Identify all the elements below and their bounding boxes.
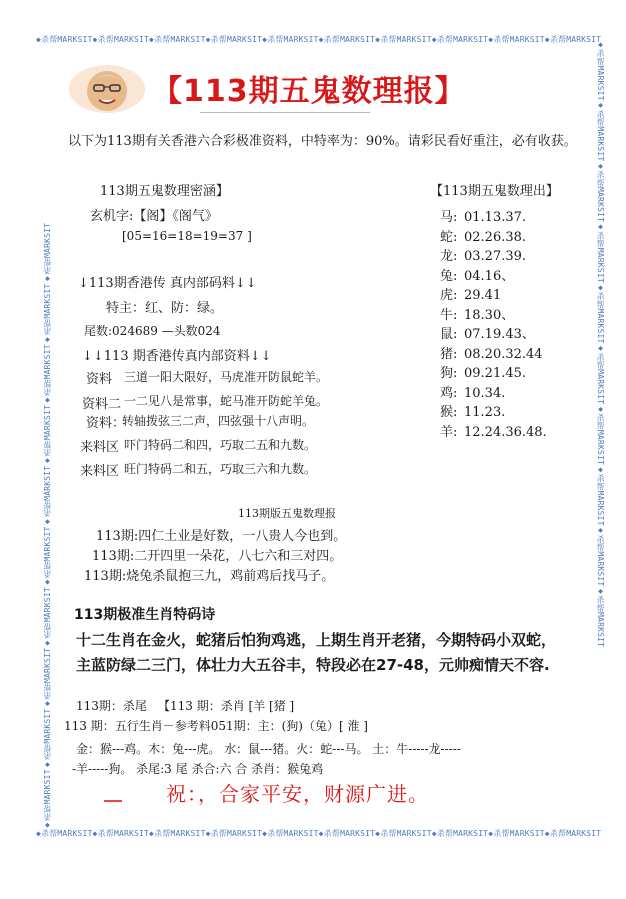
watermark-left: ◆杀帮MARKSIT◆杀帮MARKSIT◆杀帮MARKSIT◆杀帮MARKSIT◆杀帮MARKSIT◆杀帮MARKSIT◆杀帮MARKSIT◆杀帮MARKSIT◆杀帮MARKSIT◆杀帮MARKSIT xyxy=(43,222,52,830)
zodiac-numbers: 02.26.38. xyxy=(464,229,527,245)
right-section-title: 【113期五鬼数理出】 xyxy=(430,184,559,199)
bottom-line-1a: 113期：杀尾 xyxy=(76,699,147,713)
watermark-top: ◆杀帮MARKSIT◆杀帮MARKSIT◆杀帮MARKSIT◆杀帮MARKSIT◆杀帮MARKSIT◆杀帮MARKSIT◆杀帮MARKSIT◆杀帮MARKSIT◆杀帮MARKSIT◆杀帮MARKSIT xyxy=(36,35,602,44)
zodiac-name: 马: xyxy=(440,210,458,225)
watermark-bottom: ◆杀帮MARKSIT◆杀帮MARKSIT◆杀帮MARKSIT◆杀帮MARKSIT◆杀帮MARKSIT◆杀帮MARKSIT◆杀帮MARKSIT◆杀帮MARKSIT◆杀帮MARKSIT◆杀帮MARKSIT xyxy=(36,829,602,838)
zodiac-numbers: 01.13.37. xyxy=(464,210,527,225)
middle-subtitle: 113期版五鬼数理报 xyxy=(238,507,336,520)
ziliao-1-text: 三道一阳大限好，马虎准开防鼠蛇羊。 xyxy=(124,370,329,384)
zodiac-row xyxy=(440,284,501,303)
bottom-line-2: 113 期：五行生肖－参考料051期：主：(狗)（兔）[ 淮 ] xyxy=(64,719,368,733)
poem-text xyxy=(76,628,556,678)
zodiac-row xyxy=(440,401,505,420)
ziliao-3-label: 资料： xyxy=(86,416,126,431)
laoliao-2-text: 旺门特码二和五，巧取三六和九数。 xyxy=(124,462,317,476)
zodiac-name: 兔: xyxy=(440,268,458,284)
zodiac-row xyxy=(440,245,526,264)
zodiac-row xyxy=(440,343,543,362)
laoliao-1-label: 来料区 xyxy=(80,440,120,455)
zodiac-row xyxy=(440,323,535,342)
zodiac-row xyxy=(440,206,526,225)
ziliao-2-label: 资料二 xyxy=(82,397,122,412)
zodiac-row xyxy=(440,362,526,381)
ziliao-1-label: 资料 xyxy=(86,372,113,387)
zodiac-row xyxy=(440,304,514,323)
zodiac-row xyxy=(440,382,505,401)
bottom-line-1b: 【113 期：杀肖 [羊 [猪 ] xyxy=(158,699,295,713)
zodiac-numbers: 18.30、 xyxy=(464,307,515,323)
zodiac-numbers: 12.24.36.48. xyxy=(464,424,547,440)
zodiac-name: 蛇: xyxy=(440,229,458,245)
red-dash-left xyxy=(104,800,122,802)
blessing-text: 祝：，合家平安，财源广进。 xyxy=(166,782,429,806)
intro-text: 以下为113期有关香港六合彩极准资料，中特率为：90%。请彩民看好重注，必有收获。 xyxy=(68,134,577,149)
zodiac-name: 猴: xyxy=(440,405,458,420)
watermark-right: ◆杀帮MARKSIT◆杀帮MARKSIT◆杀帮MARKSIT◆杀帮MARKSIT◆杀帮MARKSIT◆杀帮MARKSIT◆杀帮MARKSIT◆杀帮MARKSIT◆杀帮MARKSIT◆杀帮MARKSIT xyxy=(596,40,605,648)
zodiac-numbers: 11.23. xyxy=(464,405,506,420)
zodiac-numbers: 29.41 xyxy=(464,288,502,303)
zodiac-name: 龙: xyxy=(440,249,458,264)
laoliao-2-label: 来料区 xyxy=(80,464,120,479)
zodiac-numbers: 09.21.45. xyxy=(464,366,527,381)
zodiac-name: 鼠: xyxy=(440,327,458,342)
left-section-title: 113期五鬼数理密涵】 xyxy=(100,184,229,199)
laoliao-1-text: 吓门特码二和四，巧取二五和九数。 xyxy=(124,438,317,452)
zodiac-name: 猪: xyxy=(440,346,458,362)
middle-line-2: 113期:二开四里一朵花，八七六和三对四。 xyxy=(92,549,343,564)
zodiac-numbers: 07.19.43、 xyxy=(464,327,535,342)
zodiac-numbers: 10.34. xyxy=(464,385,506,401)
ziliao-2-text: 一二见八是常事，蛇马准开防蛇羊兔。 xyxy=(124,394,329,408)
poem-line-1: 十二生肖在金火，蛇猪后怕狗鸡逃，上期生肖开老猪，今期特码小双蛇， xyxy=(76,631,557,649)
zodiac-name: 牛: xyxy=(440,307,458,323)
poem-title: 113期极准生肖特码诗 xyxy=(74,607,216,623)
avatar-logo xyxy=(68,64,146,114)
zodiac-numbers: 03.27.39. xyxy=(464,249,527,264)
page-title: 【113期五鬼数理报】 xyxy=(152,74,466,109)
poem-line-2: 主蓝防绿二三门，体壮力大五谷丰，特段必在27-48，元帅痴情天不容. xyxy=(76,656,550,674)
ziliao-3-text: 转轴拨弦三二声，四弦强十八声明。 xyxy=(122,414,315,428)
bottom-line-3: 金：猴---鸡。木：兔---虎。 水：鼠---猪。火：蛇---马。 土：牛-----龙----- xyxy=(76,742,461,756)
tezhu-text: 特主：红、防：绿。 xyxy=(106,301,224,316)
insider-title: ↓113期香港传 真内部码料↓↓ xyxy=(78,276,257,291)
zodiac-row xyxy=(440,226,526,245)
zodiac-row xyxy=(440,265,514,284)
zodiac-numbers: 08.20.32.44 xyxy=(464,346,543,362)
weishu-text: 尾数:024689 —头数024 xyxy=(84,324,221,338)
xuanji-text: 玄机字:【阁】《阁气》 xyxy=(90,209,218,224)
insider-title-2: ↓↓113 期香港传真内部资料↓↓ xyxy=(82,349,272,364)
bottom-line-4: -羊-----狗。 杀尾:3 尾 杀合:六 合 杀肖：猴兔鸡 xyxy=(72,762,324,776)
zodiac-name: 鸡: xyxy=(440,385,458,401)
zodiac-numbers: 04.16、 xyxy=(464,268,515,284)
numbers-text: [05=16=18=19=37 ] xyxy=(122,229,252,243)
title-divider xyxy=(200,112,370,113)
zodiac-row xyxy=(440,421,547,440)
zodiac-name: 狗: xyxy=(440,366,458,381)
zodiac-name: 虎: xyxy=(440,288,458,303)
middle-line-3: 113期:烧兔杀鼠抱三九，鸡前鸡后找马子。 xyxy=(84,569,335,584)
middle-line-1: 113期:四仁土业是好数，一八贵人今也到。 xyxy=(96,529,347,544)
zodiac-name: 羊: xyxy=(440,424,458,440)
